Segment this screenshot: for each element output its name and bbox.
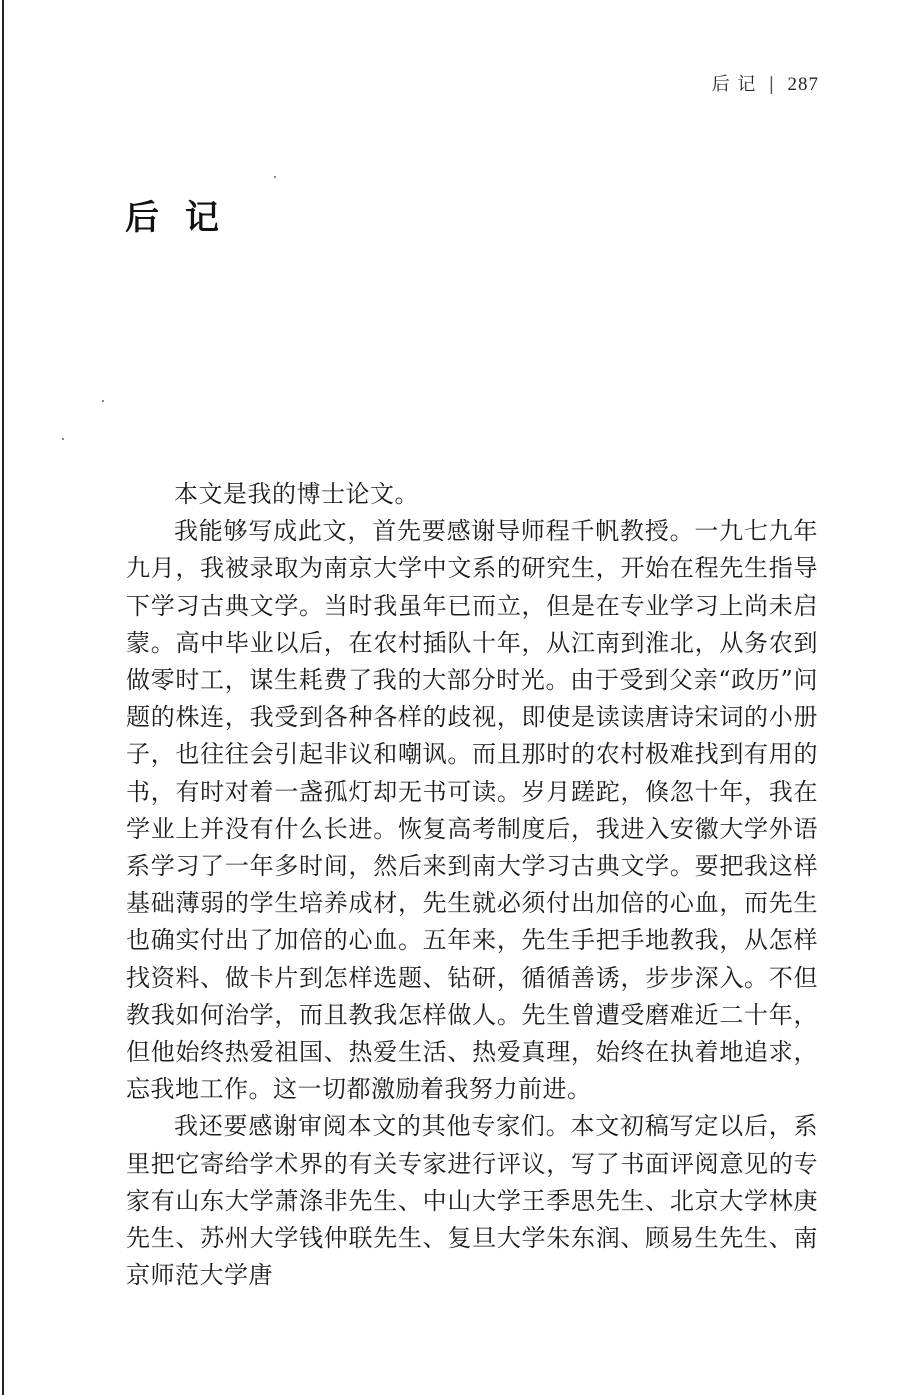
body-text — [126, 476, 818, 1294]
running-header — [712, 70, 819, 96]
header-separator: | — [768, 74, 776, 95]
scan-speck — [102, 400, 104, 402]
scan-speck — [274, 176, 276, 178]
chapter-title: 后记 — [125, 198, 245, 238]
page-edge — [2, 0, 4, 1395]
header-section: 后 记 — [711, 74, 757, 95]
scan-speck — [62, 438, 64, 440]
paragraph-3: 我还要感谢审阅本文的其他专家们。本文初稿写定以后，系里把它寄给学术界的有关专家进行评议，写了书面评阅意见的专家有山东大学萧涤非先生、中山大学王季思先生、北京大学林庚先生、苏州大学钱仲联先生、复旦大学朱东润、顾易生先生、南京师范大学唐 — [126, 1112, 818, 1290]
paragraph-1: 本文是我的博士论文。 — [174, 480, 419, 508]
page-number: 287 — [787, 74, 819, 95]
paragraph-2: 我能够写成此文，首先要感谢导师程千帆教授。一九七九年九月，我被录取为南京大学中文系的研究生，开始在程先生指导下学习古典文学。当时我虽年已而立，但是在专业学习上尚未启蒙。高中毕业以后，在农村插队十年，从江南到淮北，从务农到做零时工，谋生耗费了我的大部分时光。由于受到父亲“政历”问题的株连，我受到各种各样的歧视，即使是读读唐诗宋词的小册子，也往往会引起非议和嘲讽。而且那时的农村极难找到有用的书，有时对着一盏孤灯却无书可读。岁月蹉跎，倏忽十年，我在学业上并没有什么长进。恢复高考制度后，我进入安徽大学外语系学习了一年多时间，然后来到南大学习古典文学。要把我这样基础薄弱的学生培养成材，先生就必须付出加倍的心血，而先生也确实付出了加倍的心血。五年来，先生手把手地教我，从怎样找资料、做卡片到怎样选题、钻研，循循善诱，步步深入。不但教我如何治学，而且教我怎样做人。先生曾遭受磨难近二十年，但他始终热爱祖国、热爱生活、热爱真理，始终在执着地追求，忘我地工作。这一切都激励着我努力前进。 — [126, 517, 818, 1104]
